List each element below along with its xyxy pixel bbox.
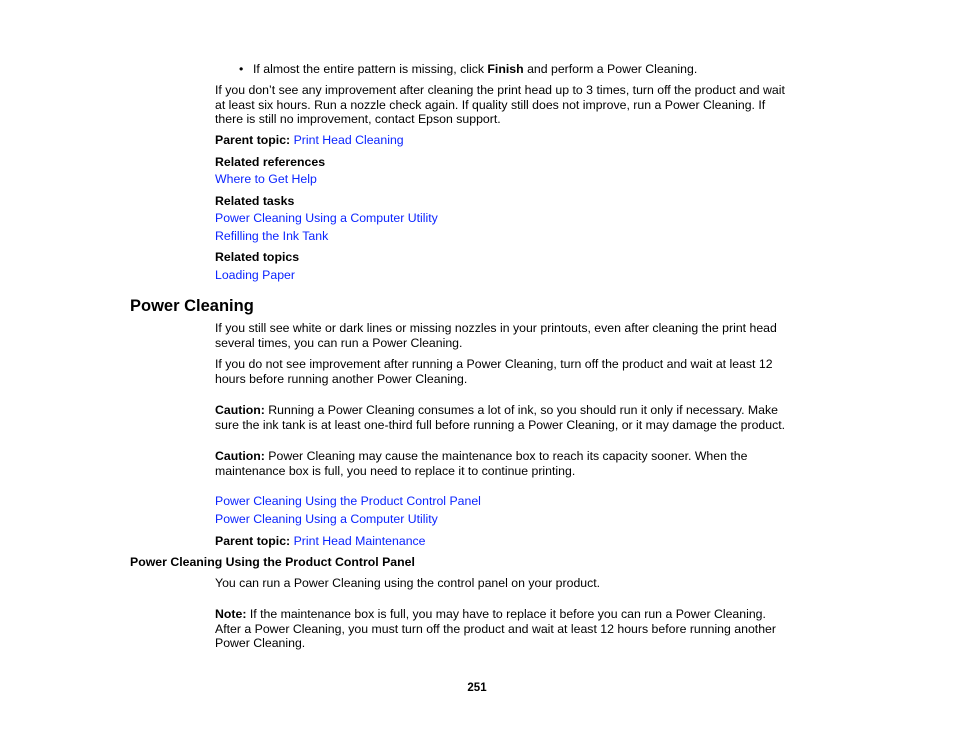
print-head-maintenance-link[interactable]: Print Head Maintenance bbox=[293, 534, 426, 548]
note-text: Power Cleaning. bbox=[215, 636, 306, 651]
parent-topic-label: Parent topic: bbox=[215, 534, 291, 548]
bullet-suffix: and perform a Power Cleaning. bbox=[527, 62, 698, 76]
intro-line: at least six hours. Run a nozzle check again. If quality still does not improve, run a Power Cleaning. If bbox=[215, 97, 766, 112]
note-block bbox=[215, 607, 776, 651]
parent-topic bbox=[215, 133, 404, 148]
loading-paper-link[interactable]: Loading Paper bbox=[215, 268, 295, 282]
paragraph-line: hours before running another Power Cleaning. bbox=[215, 371, 468, 386]
paragraph-line: If you do not see improvement after running a Power Cleaning, turn off the product and wait at least 12 bbox=[215, 357, 773, 371]
power-cleaning-paragraph-2 bbox=[215, 357, 773, 386]
caution-label: Caution: bbox=[215, 449, 265, 463]
note-text: If the maintenance box is full, you may have to replace it before you can run a Power Cleaning. bbox=[249, 607, 766, 621]
note-text: After a Power Cleaning, you must turn off the product and wait at least 12 hours before running another bbox=[215, 621, 776, 636]
bullet-prefix: If almost the entire pattern is missing, click bbox=[253, 62, 484, 76]
intro-line: there is still no improvement, contact Epson support. bbox=[215, 112, 501, 127]
bullet-item bbox=[239, 62, 697, 77]
intro-paragraph bbox=[215, 83, 785, 127]
related-tasks-heading: Related tasks bbox=[215, 194, 295, 208]
print-head-cleaning-link[interactable]: Print Head Cleaning bbox=[293, 133, 404, 147]
where-to-get-help-link[interactable]: Where to Get Help bbox=[215, 172, 317, 186]
intro-line: If you don’t see any improvement after cleaning the print head up to 3 times, turn off the product and wait bbox=[215, 83, 785, 97]
page-number: 251 bbox=[467, 682, 487, 694]
power-cleaning-computer-utility-link[interactable]: Power Cleaning Using a Computer Utility bbox=[215, 512, 438, 526]
caution-maintenance-box bbox=[215, 449, 747, 478]
power-cleaning-control-panel-link[interactable]: Power Cleaning Using the Product Control Panel bbox=[215, 494, 481, 508]
paragraph-line: If you still see white or dark lines or missing nozzles in your printouts, even after cleaning the print head bbox=[215, 321, 777, 335]
parent-topic-label: Parent topic: bbox=[215, 133, 291, 147]
refilling-ink-tank-link[interactable]: Refilling the Ink Tank bbox=[215, 229, 329, 243]
section-title: Power Cleaning bbox=[130, 297, 254, 315]
finish-strong: Finish bbox=[487, 62, 524, 76]
control-panel-paragraph: You can run a Power Cleaning using the control panel on your product. bbox=[215, 576, 601, 590]
bullet-dot: • bbox=[239, 62, 244, 76]
caution-ink-consumption bbox=[215, 403, 785, 432]
subsection-title: Power Cleaning Using the Product Control Panel bbox=[130, 555, 415, 569]
caution-text: Running a Power Cleaning consumes a lot of ink, so you should run it only if necessary. Make bbox=[268, 403, 778, 417]
caution-text: sure the ink tank is at least one-third full before running a Power Cleaning, or it may damage the product. bbox=[215, 417, 786, 432]
parent-topic bbox=[215, 534, 426, 549]
paragraph-line: several times, you can run a Power Cleaning. bbox=[215, 335, 463, 350]
caution-text: maintenance box is full, you need to replace it to continue printing. bbox=[215, 463, 576, 478]
power-cleaning-computer-utility-link[interactable]: Power Cleaning Using a Computer Utility bbox=[215, 211, 438, 225]
related-topics-heading: Related topics bbox=[215, 250, 300, 264]
caution-text: Power Cleaning may cause the maintenance box to reach its capacity sooner. When the bbox=[268, 449, 748, 463]
caution-label: Caution: bbox=[215, 403, 265, 417]
related-references-heading: Related references bbox=[215, 155, 326, 169]
power-cleaning-paragraph-1 bbox=[215, 321, 777, 350]
note-label: Note: bbox=[215, 607, 247, 621]
